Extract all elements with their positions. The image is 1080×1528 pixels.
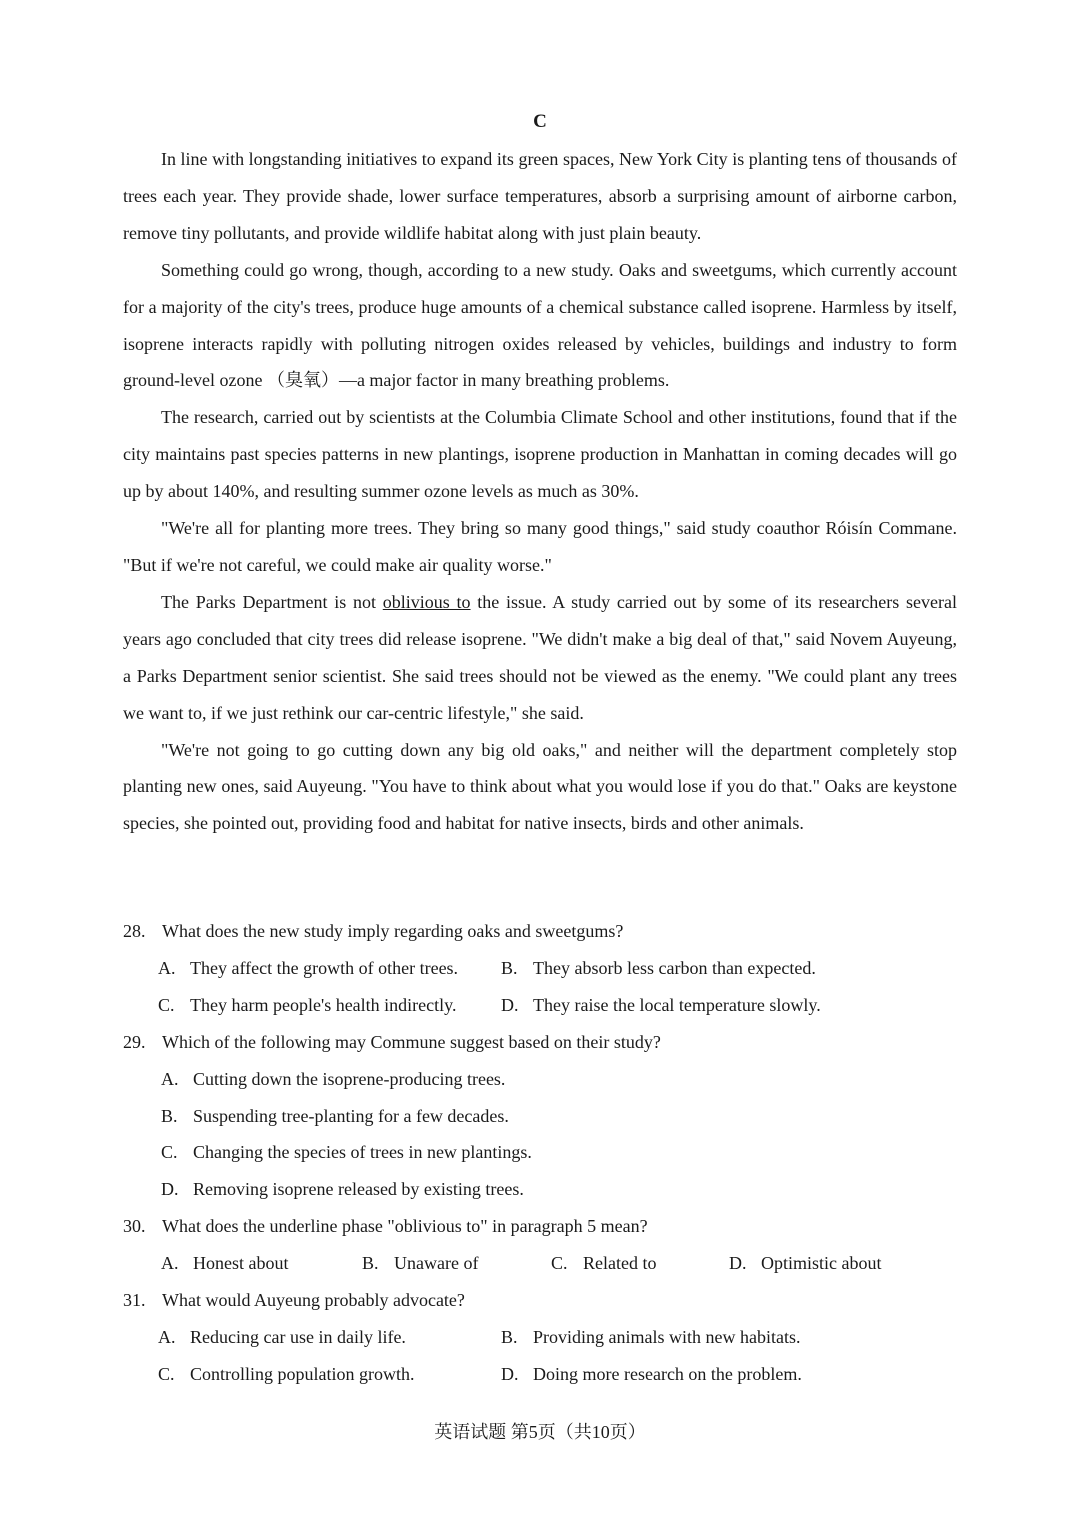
option-d[interactable] [158,1171,524,1208]
option-b[interactable] [359,1245,548,1282]
paragraph-4: "We're all for planting more trees. They bring so many good things," said study coauthor Róisín Commane. "But if we're not careful, we could make air quality worse." [123,518,957,575]
question-stem [123,1282,957,1319]
option-row [123,987,957,1024]
paragraph-5-text-after: the issue. A study carried out by some of its researchers several years ago concluded that city trees did release isoprene. "We didn't make a big deal of that," said Novem Auyeung, a Parks Department senior scientist. She said trees should not be viewed as the enemy. "We could plant any trees we want to, if we just rethink our car-centric lifestyle," she said. [123,591,957,723]
question-28 [123,913,957,1024]
option-c[interactable] [158,1134,532,1171]
option-letter: D. [501,994,519,1015]
question-stem [123,913,957,950]
option-letter: C. [158,1363,175,1384]
option-letter: A. [158,1326,176,1347]
option-row [123,1171,957,1208]
question-text: What does the underline phase "oblivious to" in paragraph 5 mean? [162,1216,648,1237]
option-letter: B. [501,1326,518,1347]
option-row [123,950,957,987]
option-text: Related to [583,1253,657,1274]
option-text: They harm people's health indirectly. [190,994,457,1015]
question-text: What would Auyeung probably advocate? [162,1290,465,1311]
paragraph-2: Something could go wrong, though, according to a new study. Oaks and sweetgums, which currently account for a majority of the city's trees, produce huge amounts of a chemical substance called isoprene. Harmless by itself, isoprene interacts rapidly with polluting nitrogen oxides released by vehicles, buildings and industry to form ground-level ozone （臭氧）—a major factor in many breathing problems. [123,259,957,391]
option-text: Changing the species of trees in new plantings. [193,1142,532,1163]
paragraph-1: In line with longstanding initiatives to expand its green spaces, New York City is planting tens of thousands of trees each year. They provide shade, lower surface temperatures, absorb a surprising amount of airborne carbon, remove tiny pollutants, and provide wildlife habitat along with just plain beauty. [123,149,957,243]
option-text: Unaware of [394,1253,479,1274]
option-d[interactable] [501,987,821,1024]
option-text: Controlling population growth. [190,1363,415,1384]
option-text: Honest about [193,1253,289,1274]
question-text: Which of the following may Commune suggest based on their study? [162,1031,661,1052]
option-letter: D. [501,1363,519,1384]
option-text: They affect the growth of other trees. [190,957,459,978]
underlined-phrase: oblivious to [382,591,471,612]
question-stem [123,1024,957,1061]
question-number: 30. [123,1216,146,1237]
option-row [123,1061,957,1098]
option-a[interactable] [158,1061,505,1098]
option-c[interactable] [548,1245,726,1282]
option-b[interactable] [501,950,816,987]
option-text: Providing animals with new habitats. [533,1326,801,1347]
option-letter: A. [158,957,176,978]
option-row [123,1098,957,1135]
option-letter: A. [161,1068,179,1089]
option-b[interactable] [501,1319,800,1356]
option-letter: C. [161,1142,178,1163]
option-row [123,1356,957,1393]
question-number: 29. [123,1031,146,1052]
option-letter: B. [161,1105,178,1126]
option-letter: C. [158,994,175,1015]
section-heading: C [533,111,547,132]
paragraph-5-text-before: The Parks Department is not [161,591,383,612]
option-d[interactable] [501,1356,802,1393]
question-number: 28. [123,921,146,941]
option-row [123,1319,957,1356]
option-text: Cutting down the isoprene-producing trees. [193,1068,506,1089]
page-footer: 英语试题 第5页（共10页） [434,1422,646,1442]
option-a[interactable] [158,950,501,987]
option-d[interactable] [726,1245,882,1282]
option-letter: D. [729,1253,747,1274]
question-30 [123,1208,957,1282]
question-number: 31. [123,1290,146,1311]
option-text: Optimistic about [761,1253,882,1274]
paragraph-6: "We're not going to go cutting down any big old oaks," and neither will the department completely stop planting new ones, said Auyeung. "You have to think about what you would lose if you do that." Oaks are keystone species, she pointed out, providing food and habitat for native insects, birds and other animals. [123,739,957,834]
option-text: Suspending tree-planting for a few decades. [193,1105,509,1126]
option-c[interactable] [158,987,501,1024]
option-text: Doing more research on the problem. [533,1363,802,1384]
option-text: Reducing car use in daily life. [190,1326,406,1347]
option-text: They absorb less carbon than expected. [533,957,816,978]
option-text: They raise the local temperature slowly. [533,994,821,1015]
option-letter: A. [161,1253,179,1274]
option-letter: B. [362,1253,379,1274]
question-29 [123,1024,957,1209]
option-letter: D. [161,1179,179,1200]
paragraph-5 [123,584,957,732]
paragraph-3: The research, carried out by scientists at the Columbia Climate School and other institutions, found that if the city maintains past species patterns in new plantings, isoprene production in Manhattan in coming decades will go up by about 140%, and resulting summer ozone levels as much as 30%. [123,407,957,502]
question-stem [123,1208,957,1245]
question-text: What does the new study imply regarding oaks and sweetgums? [162,921,624,941]
question-31 [123,1282,957,1393]
option-a[interactable] [158,1319,501,1356]
option-b[interactable] [158,1098,509,1135]
option-text: Removing isoprene released by existing trees. [193,1179,524,1200]
option-letter: C. [551,1253,568,1274]
question-list [123,913,957,1393]
option-row [123,1245,957,1282]
option-letter: B. [501,957,518,978]
option-c[interactable] [158,1356,501,1393]
reading-passage [123,141,957,842]
option-a[interactable] [158,1245,359,1282]
option-row [123,1134,957,1171]
